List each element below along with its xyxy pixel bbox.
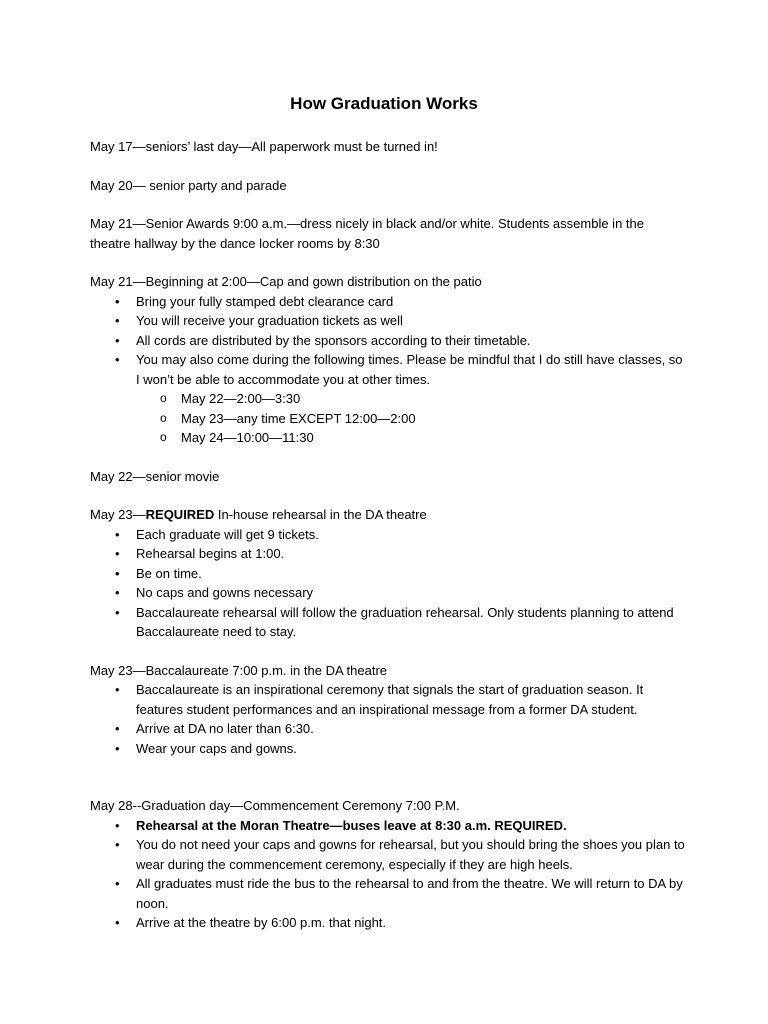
may22-paragraph: May 22—senior movie xyxy=(90,468,220,484)
document-title: How Graduation Works xyxy=(290,94,478,113)
list-item: • Arrive at the theatre by 6:00 p.m. that night. xyxy=(90,913,685,933)
list-item: • Wear your caps and gowns. xyxy=(90,739,685,759)
list-item: • Arrive at DA no later than 6:30. xyxy=(90,719,685,739)
list-item: • Bring your fully stamped debt clearance card xyxy=(90,292,685,312)
cap-gown-list xyxy=(90,292,685,448)
list-item: • Rehearsal begins at 1:00. xyxy=(90,544,685,564)
graduation-day-list xyxy=(90,816,685,933)
sub-list-item: o May 22—2:00—3:30 xyxy=(136,389,685,409)
list-item: • All cords are distributed by the sponsors according to their timetable. xyxy=(90,331,685,351)
heading-prefix: May 23— xyxy=(90,507,146,522)
may20-paragraph: May 20— senior party and parade xyxy=(90,177,287,193)
rehearsal-list xyxy=(90,525,685,642)
list-item: • Be on time. xyxy=(90,564,685,584)
list-item: • Each graduate will get 9 tickets. xyxy=(90,525,685,545)
list-item: • You will receive your graduation tickets as well xyxy=(90,311,685,331)
list-item-text: You may also come during the following times. Please be mindful that I do still have classes, so I won’t be able to accommodate you at other times. xyxy=(136,352,683,387)
sub-list-item: o May 23—any time EXCEPT 12:00—2:00 xyxy=(136,409,685,429)
spacer xyxy=(90,777,685,796)
may23-rehearsal-heading xyxy=(90,505,685,525)
list-item: • Baccalaureate is an inspirational ceremony that signals the start of graduation season. It features student performances and an inspirational message from a former DA student. xyxy=(90,680,685,719)
may21-awards-paragraph: May 21—Senior Awards 9:00 a.m.—dress nicely in black and/or white. Students assemble in the theatre hallway by the dance locker rooms by 8:30 xyxy=(90,216,644,251)
baccalaureate-list xyxy=(90,680,685,758)
list-item: • No caps and gowns necessary xyxy=(90,583,685,603)
may21-cap-gown-heading: May 21—Beginning at 2:00—Cap and gown distribution on the patio xyxy=(90,274,482,289)
list-item xyxy=(90,816,685,836)
list-item xyxy=(90,350,685,448)
may17-paragraph: May 17—seniors’ last day—All paperwork must be turned in! xyxy=(90,139,438,154)
list-item: • Baccalaureate rehearsal will follow the graduation rehearsal. Only students planning to attend Baccalaureate need to stay. xyxy=(90,603,685,642)
required-label: REQUIRED xyxy=(145,507,215,522)
may28-graduation-heading: May 28--Graduation day—Commencement Ceremony 7:00 P.M. xyxy=(90,798,460,813)
heading-suffix: In-house rehearsal in the DA theatre xyxy=(214,507,427,522)
alternate-times-list xyxy=(136,389,685,448)
sub-list-item: o May 24—10:00—11:30 xyxy=(136,428,685,448)
list-item: • You do not need your caps and gowns for rehearsal, but you should bring the shoes you plan to wear during the commencement ceremony, especially if they are high heels. xyxy=(90,835,685,874)
list-item: • All graduates must ride the bus to the rehearsal to and from the theatre. We will return to DA by noon. xyxy=(90,874,685,913)
may23-baccalaureate-heading: May 23—Baccalaureate 7:00 p.m. in the DA theatre xyxy=(90,662,388,678)
bold-list-text: Rehearsal at the Moran Theatre—buses leave at 8:30 a.m. REQUIRED. xyxy=(136,817,567,833)
document-body xyxy=(90,137,685,952)
